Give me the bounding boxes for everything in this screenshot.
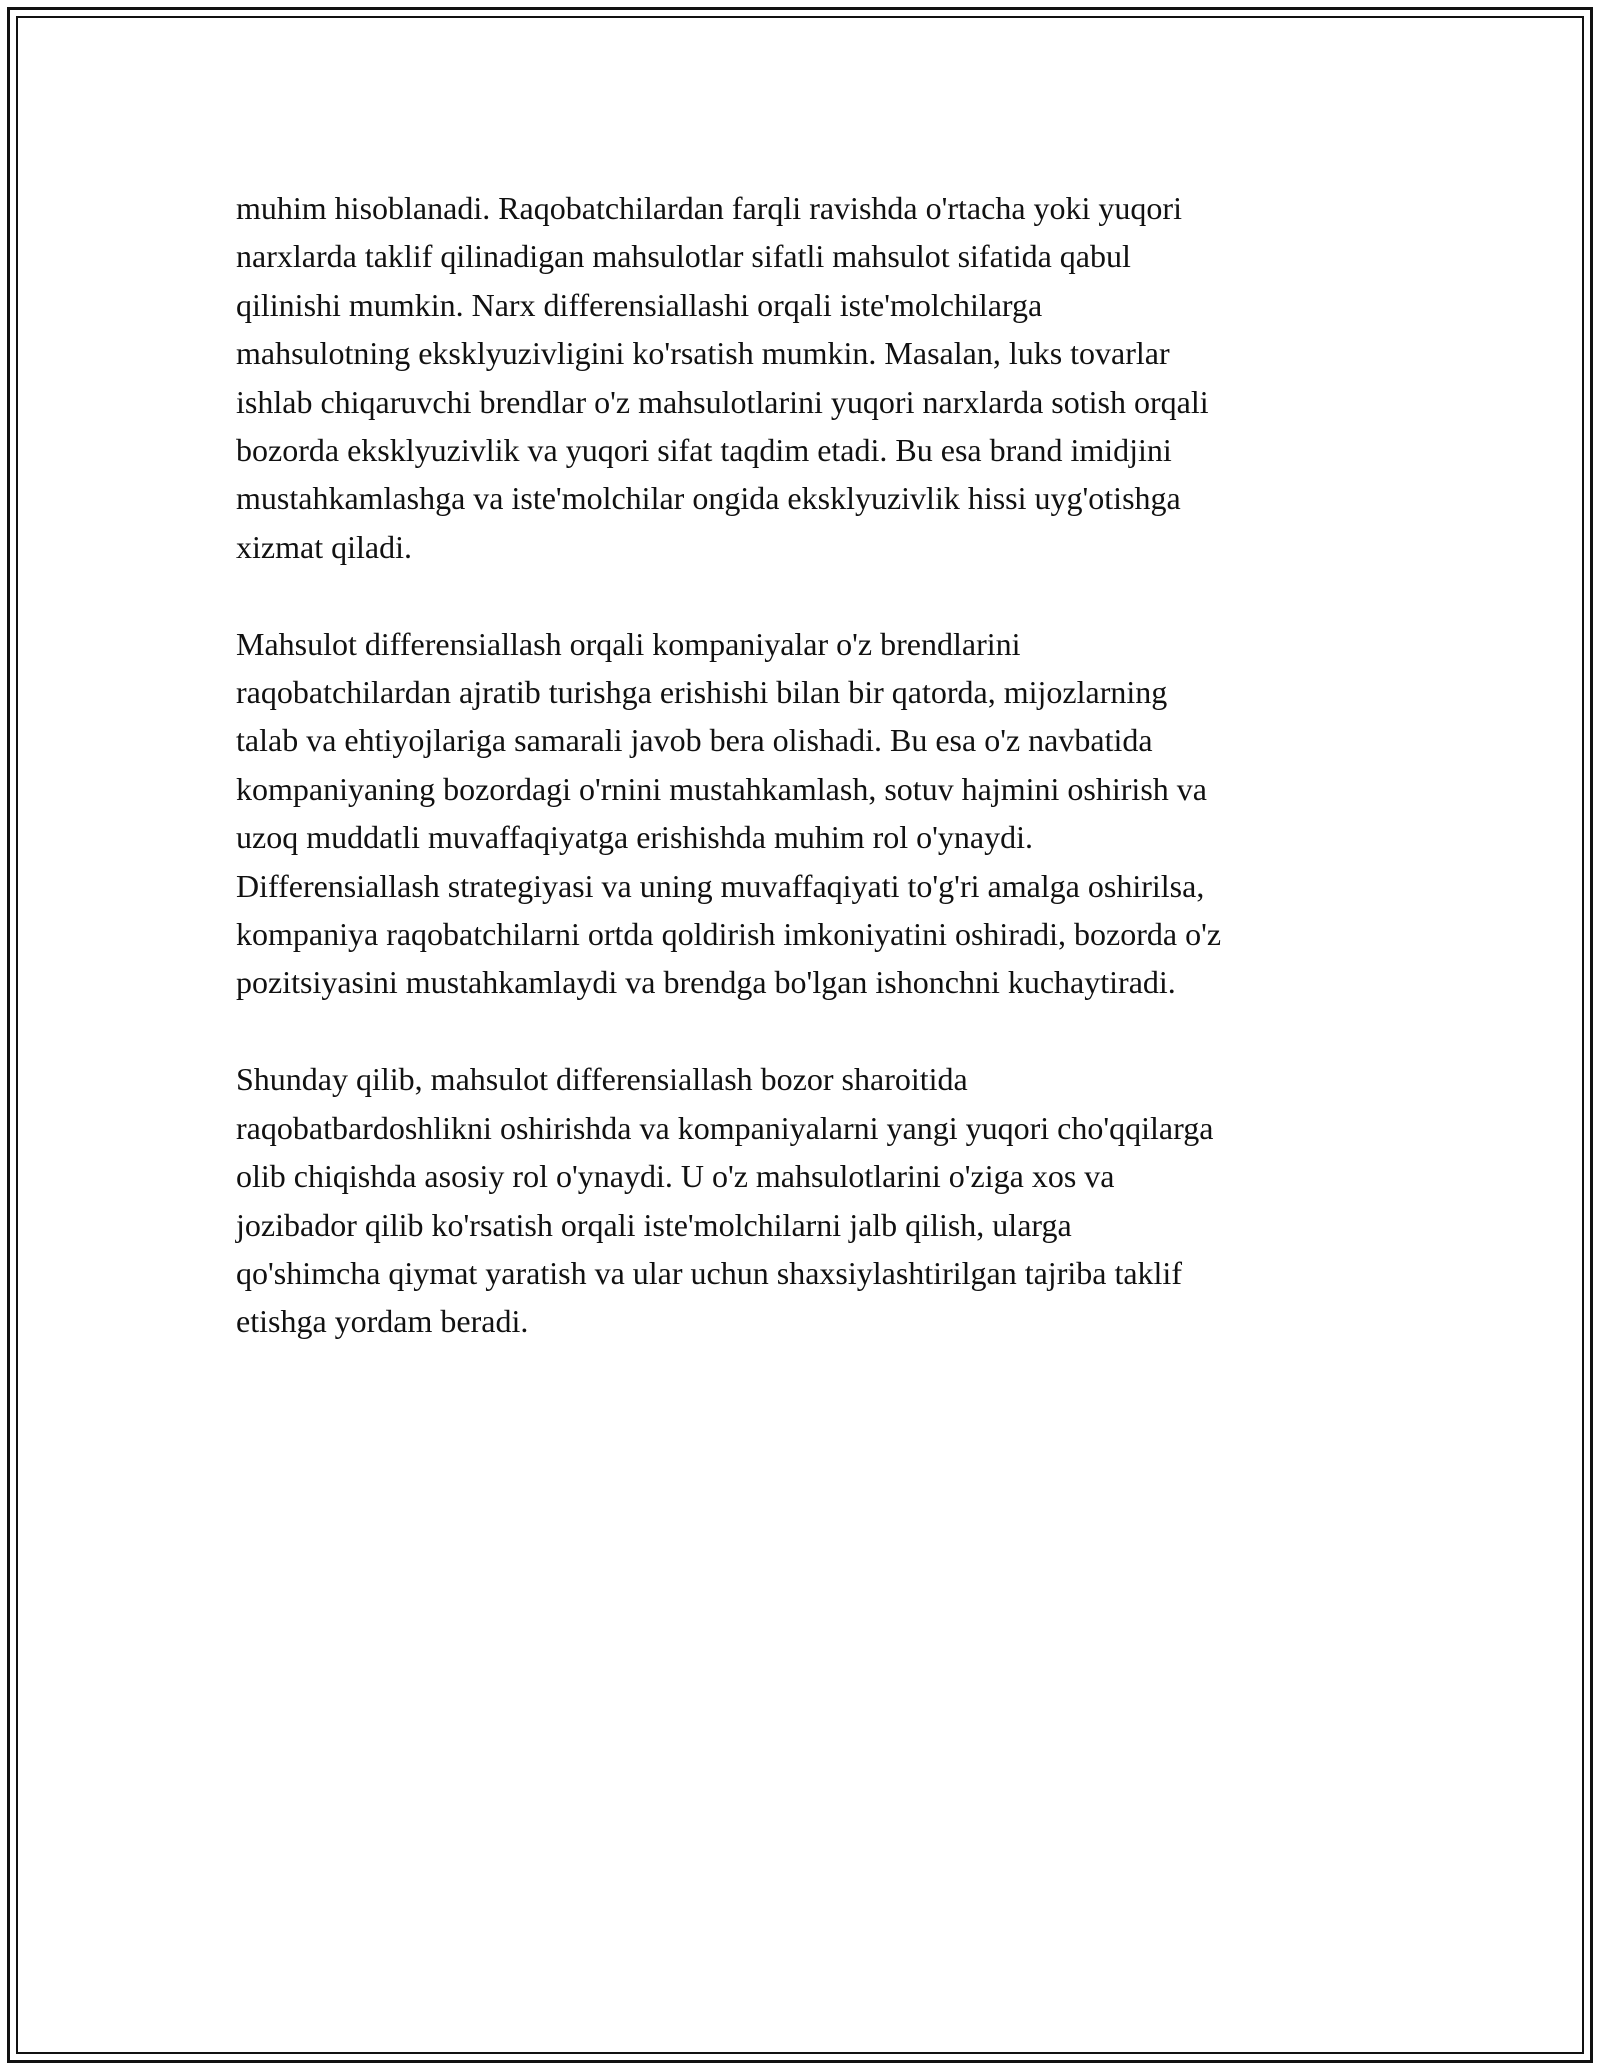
paragraph-2: Mahsulot differensiallash orqali kompaniyalar o'z brendlarini raqobatchilardan ajratib turishga erishishi bilan bir qatorda, mijozlarning talab va ehtiyojlariga samarali javob bera olishadi. Bu esa o'z navbatida kompaniyaning bozordagi o'rnini mustahkamlash, sotuv hajmini oshirish va uzoq muddatli muvaffaqiyatga erishishda muhim rol o'ynaydi. Differensiallash strategiyasi va uning muvaffaqiyati to'g'ri amalga oshirilsa, kompaniya raqobatchilarni ortda qoldirish imkoniyatini oshiradi, bozorda o'z pozitsiyasini mustahkamlaydi va brendga bo'lgan ishonchni kuchaytiradi. — [236, 625, 1222, 1001]
document-body — [236, 184, 1376, 1394]
paragraph-3: Shunday qilib, mahsulot differensiallash bozor sharoitida raqobatbardoshlikni oshirishda va kompaniyalarni yangi yuqori cho'qqilarga olib chiqishda asosiy rol o'ynaydi. U o'z mahsulotlarini o'ziga xos va jozibador qilib ko'rsatish orqali iste'molchilarni jalb qilish, ularga qo'shimcha qiymat yaratish va ular uchun shaxsiylashtirilgan tajriba taklif etishga yordam beradi. — [236, 1061, 1214, 1340]
paragraph-1: muhim hisoblanadi. Raqobatchilardan farqli ravishda o'rtacha yoki yuqori narxlarda taklif qilinadigan mahsulotlar sifatli mahsulot sifatida qabul qilinishi mumkin. Narx differensiallashi orqali iste'molchilarga mahsulotning eksklyuzivligini ko'rsatish mumkin. Masalan, luks tovarlar ishlab chiqaruvchi brendlar o'z mahsulotlarini yuqori narxlarda sotish orqali bozorda eksklyuzivlik va yuqori sifat taqdim etadi. Bu esa brand imidjini mustahkamlashga va iste'molchilar ongida eksklyuzivlik hissi uyg'otishga xizmat qiladi. — [236, 190, 1209, 565]
